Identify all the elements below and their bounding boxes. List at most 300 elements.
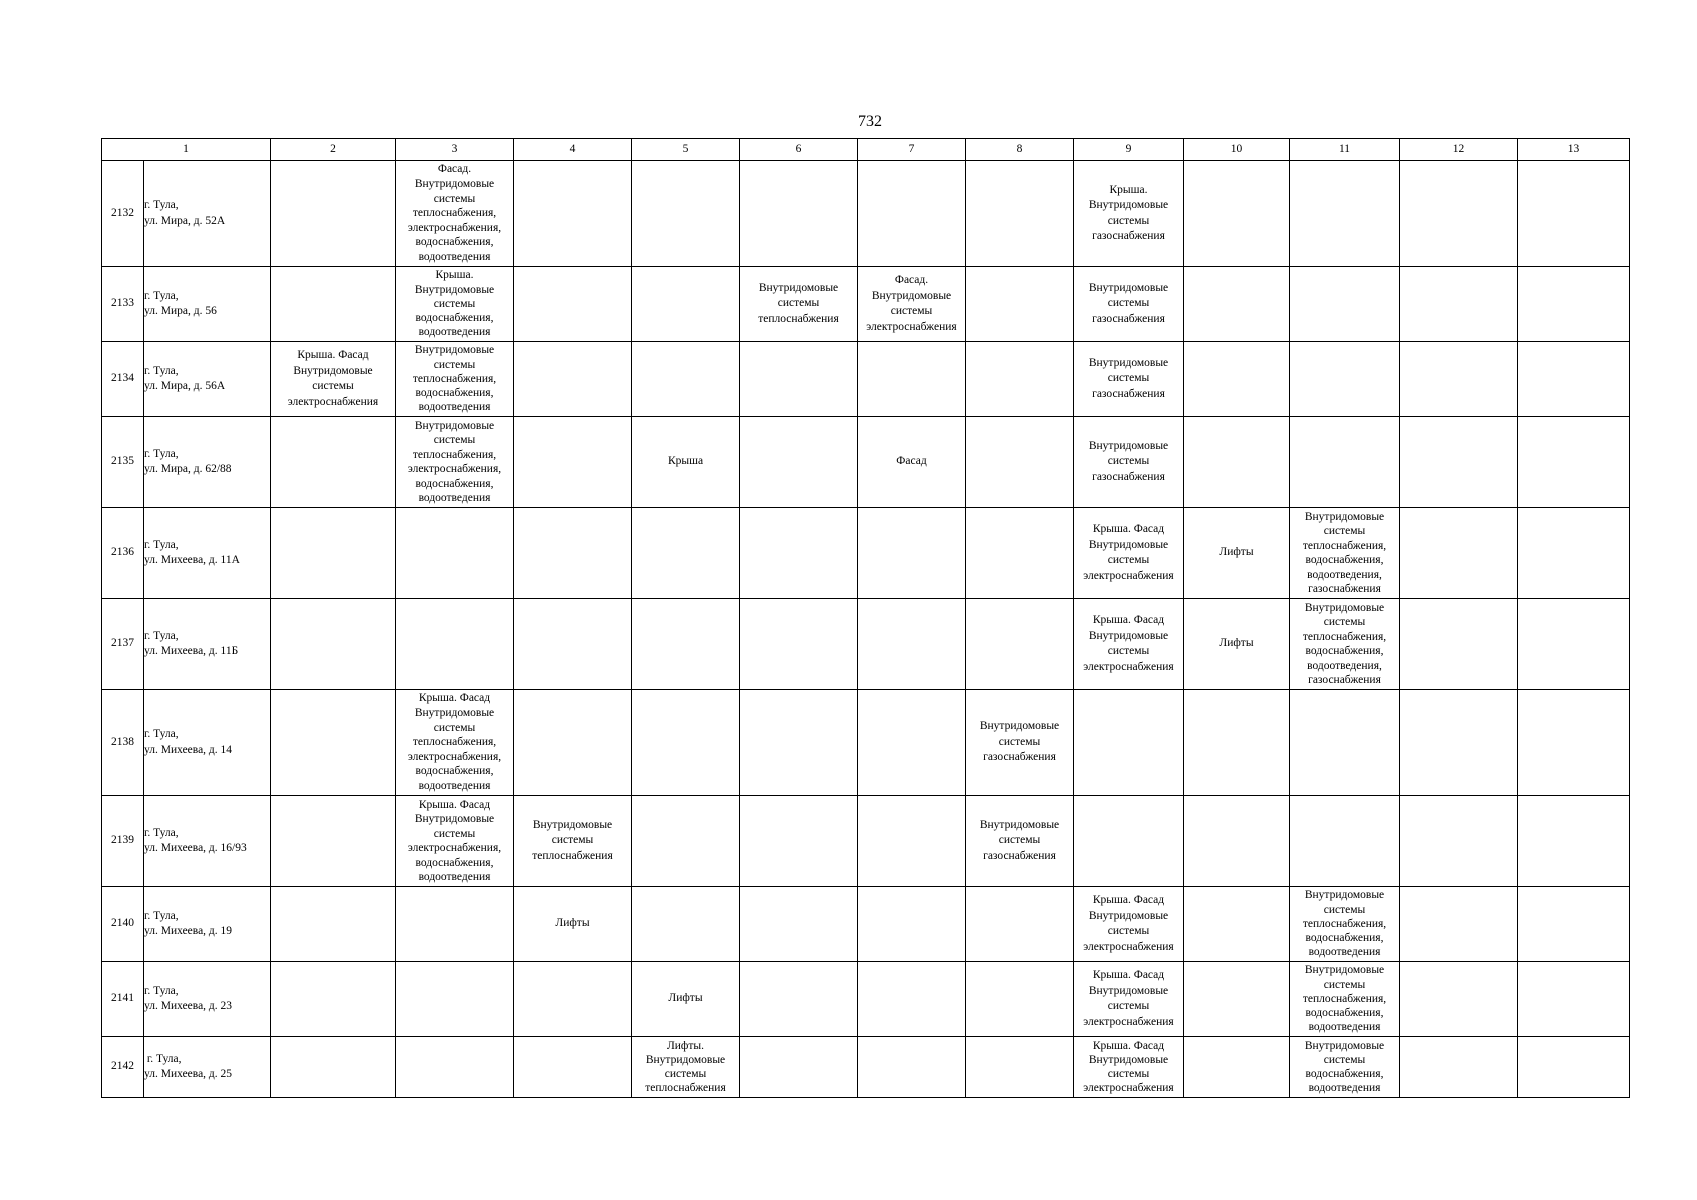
work-line: газоснабжения <box>1092 230 1165 242</box>
address-cell <box>144 417 271 508</box>
work-line: Внутридомовые <box>1304 889 1385 902</box>
work-cell-col-13 <box>1518 599 1630 690</box>
work-cell-col-8 <box>966 342 1074 417</box>
table-row <box>102 508 1630 599</box>
work-cell-col-4 <box>514 508 632 599</box>
work-line: Внутридомовые <box>758 281 839 294</box>
work-cell-col-12 <box>1400 508 1518 599</box>
work-line: Лифты <box>1219 546 1254 559</box>
work-cell-col-13 <box>1518 1037 1630 1098</box>
work-line: системы <box>1323 978 1366 991</box>
work-line: системы <box>777 297 820 310</box>
work-cell-col-10 <box>1184 417 1290 508</box>
work-line: водоотведения, <box>1307 659 1382 672</box>
work-cell-col-4 <box>514 417 632 508</box>
address-line: г. Тула, <box>144 629 179 642</box>
table-row <box>102 796 1630 887</box>
work-cell-col-9 <box>1074 161 1184 267</box>
work-line: системы <box>1323 903 1366 916</box>
address-cell <box>144 796 271 887</box>
column-header: 8 <box>966 139 1074 161</box>
work-cell-col-3 <box>396 342 514 417</box>
work-line: электроснабжения <box>1083 660 1174 673</box>
work-cell-col-5 <box>632 417 740 508</box>
work-cell-col-11 <box>1290 1037 1400 1098</box>
work-line: водоотведения <box>418 871 491 883</box>
work-cell-col-10 <box>1184 796 1290 887</box>
work-line: Внутридомовые <box>414 344 495 357</box>
row-number: 2139 <box>102 796 144 887</box>
work-line: системы <box>433 827 476 840</box>
work-cell-col-10 <box>1184 1037 1290 1098</box>
work-cell-col-6 <box>740 161 858 267</box>
work-cell-col-3 <box>396 690 514 796</box>
work-cell-col-5 <box>632 690 740 796</box>
work-line: системы <box>664 1068 707 1080</box>
work-cell-col-7 <box>858 690 966 796</box>
work-line: газоснабжения <box>1308 674 1381 686</box>
address-line: г. Тула, <box>144 364 179 377</box>
work-cell-col-13 <box>1518 267 1630 342</box>
work-line: электроснабжения <box>1083 940 1174 953</box>
column-header: 7 <box>858 139 966 161</box>
work-line: Крыша. Фасад <box>418 692 491 705</box>
work-line: теплоснабжения, <box>412 448 497 461</box>
work-cell-col-2 <box>271 508 396 599</box>
table-row <box>102 887 1630 962</box>
work-cell-col-9 <box>1074 417 1184 508</box>
work-line: Лифты <box>668 992 703 1005</box>
work-line: Внутридомовые <box>414 178 495 191</box>
work-line: водоснабжения, <box>415 236 494 249</box>
work-line: Внутридомовые <box>1088 538 1169 551</box>
work-line: Внутридомовые <box>1088 281 1169 294</box>
work-cell-col-9 <box>1074 599 1184 690</box>
work-line: системы <box>1107 1000 1150 1012</box>
column-header: 1 <box>102 139 271 161</box>
work-line: Внутридомовые <box>532 818 613 831</box>
work-cell-col-2 <box>271 161 396 267</box>
work-cell-col-5 <box>632 599 740 690</box>
work-line: Внутридомовые <box>1088 909 1169 922</box>
work-cell-col-6 <box>740 962 858 1037</box>
column-header: 9 <box>1074 139 1184 161</box>
work-cell-col-2 <box>271 342 396 417</box>
work-line: Крыша. <box>1109 183 1148 196</box>
work-cell-col-5 <box>632 267 740 342</box>
row-number: 2142 <box>102 1037 144 1098</box>
work-line: теплоснабжения <box>645 1082 726 1095</box>
work-cell-col-9 <box>1074 796 1184 887</box>
work-cell-col-5 <box>632 962 740 1037</box>
work-line: электроснабжения, <box>407 221 502 234</box>
work-cell-col-11 <box>1290 599 1400 690</box>
work-line: Внутридомовые <box>1304 510 1385 523</box>
work-cell-col-5 <box>632 796 740 887</box>
work-cell-col-8 <box>966 161 1074 267</box>
work-cell-col-13 <box>1518 887 1630 962</box>
work-cell-col-3 <box>396 508 514 599</box>
column-header: 6 <box>740 139 858 161</box>
work-line: системы <box>998 735 1041 748</box>
work-line: водоснабжения, <box>415 312 494 325</box>
work-cell-col-4 <box>514 342 632 417</box>
column-header: 3 <box>396 139 514 161</box>
work-cell-col-2 <box>271 796 396 887</box>
work-cell-col-2 <box>271 599 396 690</box>
work-line: газоснабжения <box>1092 312 1165 325</box>
address-line: ул. Мира, д. 56 <box>144 305 217 317</box>
work-line: водоотведения <box>418 326 491 339</box>
work-line: Крыша <box>667 455 704 468</box>
work-line: водоотведения <box>1308 1021 1381 1034</box>
work-line: системы <box>1107 214 1150 227</box>
work-cell-col-7 <box>858 599 966 690</box>
work-cell-col-4 <box>514 599 632 690</box>
work-cell-col-3 <box>396 417 514 508</box>
work-cell-col-10 <box>1184 690 1290 796</box>
column-header: 10 <box>1184 139 1290 161</box>
work-cell-col-11 <box>1290 342 1400 417</box>
work-cell-col-10 <box>1184 887 1290 962</box>
work-cell-col-6 <box>740 690 858 796</box>
work-line: Внутридомовые <box>293 364 373 377</box>
work-cell-col-12 <box>1400 342 1518 417</box>
work-cell-col-7 <box>858 1037 966 1098</box>
table-row <box>102 267 1630 342</box>
work-line: Крыша. Фасад <box>418 798 491 811</box>
work-line: водоотведения, <box>1307 568 1382 581</box>
address-cell <box>144 887 271 962</box>
work-cell-col-6 <box>740 887 858 962</box>
work-cell-col-8 <box>966 887 1074 962</box>
address-line: г. Тула, <box>144 289 179 302</box>
work-line: системы <box>433 434 476 446</box>
work-cell-col-3 <box>396 161 514 267</box>
column-header: 11 <box>1290 139 1400 161</box>
work-line: Лифты <box>555 917 590 930</box>
work-cell-col-6 <box>740 342 858 417</box>
work-cell-col-11 <box>1290 690 1400 796</box>
work-cell-col-10 <box>1184 342 1290 417</box>
work-line: Крыша. Фасад <box>1092 523 1165 535</box>
row-number: 2132 <box>102 161 144 267</box>
work-cell-col-4 <box>514 161 632 267</box>
work-cell-col-8 <box>966 796 1074 887</box>
row-number: 2137 <box>102 599 144 690</box>
work-line: теплоснабжения <box>758 312 839 325</box>
work-cell-col-12 <box>1400 962 1518 1037</box>
address-line: г. Тула, <box>144 447 179 460</box>
work-cell-col-10 <box>1184 962 1290 1037</box>
work-cell-col-4 <box>514 887 632 962</box>
work-line: системы <box>1107 925 1150 937</box>
work-cell-col-7 <box>858 161 966 267</box>
work-cell-col-6 <box>740 796 858 887</box>
work-line: системы <box>551 834 594 847</box>
work-line: газоснабжения <box>1092 470 1165 483</box>
work-line: Внутридомовые <box>1088 356 1169 369</box>
address-line: г. Тула, <box>144 984 179 997</box>
work-line: системы <box>433 721 476 734</box>
work-cell-col-11 <box>1290 887 1400 962</box>
work-line: системы <box>1107 645 1150 657</box>
work-cell-col-4 <box>514 796 632 887</box>
work-cell-col-8 <box>966 962 1074 1037</box>
work-cell-col-2 <box>271 1037 396 1098</box>
work-line: Лифты <box>1219 637 1254 650</box>
work-line: теплоснабжения, <box>1302 630 1387 643</box>
work-line: системы <box>312 380 354 392</box>
work-line: теплоснабжения, <box>1302 539 1387 552</box>
work-cell-col-10 <box>1184 599 1290 690</box>
work-line: Внутридомовые <box>1088 199 1169 211</box>
work-cell-col-12 <box>1400 690 1518 796</box>
work-cell-col-7 <box>858 962 966 1037</box>
address-cell <box>144 161 271 267</box>
address-line: ул. Мира, д. 56А <box>144 380 226 392</box>
work-line: Крыша. Фасад <box>1092 1039 1165 1052</box>
work-cell-col-4 <box>514 1037 632 1098</box>
work-cell-col-6 <box>740 599 858 690</box>
address-line: г. Тула, <box>144 199 179 211</box>
work-cell-col-2 <box>271 267 396 342</box>
work-cell-col-2 <box>271 887 396 962</box>
work-line: электроснабжения <box>1083 1015 1174 1028</box>
work-line: газоснабжения <box>1092 387 1165 400</box>
column-header: 13 <box>1518 139 1630 161</box>
address-line: ул. Михеева, д. 11А <box>144 554 240 566</box>
work-line: водоотведения <box>1308 946 1381 959</box>
work-line: водоснабжения, <box>1305 1068 1384 1080</box>
work-cell-col-9 <box>1074 887 1184 962</box>
work-cell-col-10 <box>1184 161 1290 267</box>
address-cell <box>144 1037 271 1098</box>
work-cell-col-8 <box>966 690 1074 796</box>
work-line: водоснабжения, <box>415 765 494 778</box>
work-cell-col-13 <box>1518 161 1630 267</box>
column-header: 5 <box>632 139 740 161</box>
work-cell-col-5 <box>632 508 740 599</box>
address-cell <box>144 508 271 599</box>
table-row <box>102 599 1630 690</box>
work-line: водоотведения <box>418 250 491 263</box>
work-cell-col-12 <box>1400 1037 1518 1098</box>
work-line: водоснабжения, <box>415 477 494 490</box>
column-header: 12 <box>1400 139 1518 161</box>
address-line: г. Тула, <box>144 728 179 740</box>
work-cell-col-8 <box>966 267 1074 342</box>
address-cell <box>144 267 271 342</box>
work-cell-col-9 <box>1074 342 1184 417</box>
address-line: ул. Михеева, д. 14 <box>144 743 233 756</box>
table-row <box>102 690 1630 796</box>
work-cell-col-8 <box>966 417 1074 508</box>
work-line: теплоснабжения, <box>1302 917 1387 930</box>
work-cell-col-2 <box>271 962 396 1037</box>
work-cell-col-12 <box>1400 599 1518 690</box>
work-line: Внутридомовые <box>414 419 495 432</box>
work-line: водоотведения <box>1308 1082 1381 1095</box>
work-line: системы <box>433 192 476 205</box>
row-number: 2135 <box>102 417 144 508</box>
work-line: газоснабжения <box>1308 583 1381 595</box>
work-line: системы <box>1107 1068 1150 1080</box>
work-line: газоснабжения <box>983 849 1056 862</box>
work-cell-col-8 <box>966 599 1074 690</box>
work-cell-col-3 <box>396 887 514 962</box>
work-line: Фасад. <box>894 274 929 286</box>
work-line: электроснабжения, <box>407 463 502 475</box>
work-cell-col-5 <box>632 1037 740 1098</box>
work-cell-col-12 <box>1400 887 1518 962</box>
address-cell <box>144 962 271 1037</box>
work-cell-col-9 <box>1074 962 1184 1037</box>
work-line: системы <box>1323 1053 1366 1066</box>
work-line: Крыша. Фасад <box>1092 894 1165 906</box>
work-line: системы <box>1107 297 1150 310</box>
address-line: ул. Михеева, д. 11Б <box>144 645 239 657</box>
work-line: Крыша. Фасад <box>1092 614 1165 626</box>
work-line: электроснабжения <box>1083 569 1174 582</box>
address-line: ул. Мира, д. 62/88 <box>144 463 232 475</box>
work-cell-col-3 <box>396 267 514 342</box>
work-line: водоснабжения, <box>415 856 494 869</box>
table-row <box>102 342 1630 417</box>
work-cell-col-13 <box>1518 417 1630 508</box>
work-cell-col-13 <box>1518 796 1630 887</box>
work-cell-col-7 <box>858 508 966 599</box>
table-row <box>102 417 1630 508</box>
address-line: ул. Михеева, д. 19 <box>144 925 233 937</box>
work-cell-col-7 <box>858 267 966 342</box>
work-cell-col-7 <box>858 417 966 508</box>
work-line: электроснабжения <box>866 320 957 333</box>
work-line: теплоснабжения, <box>412 736 497 749</box>
work-line: Внутридомовые <box>979 720 1060 733</box>
work-cell-col-6 <box>740 1037 858 1098</box>
address-cell <box>144 690 271 796</box>
work-cell-col-12 <box>1400 417 1518 508</box>
address-line: ул. Михеева, д. 23 <box>144 1000 233 1012</box>
work-cell-col-13 <box>1518 690 1630 796</box>
work-line: водоснабжения, <box>1305 554 1384 566</box>
row-number: 2136 <box>102 508 144 599</box>
work-cell-col-3 <box>396 1037 514 1098</box>
work-line: водоснабжения, <box>1305 932 1384 945</box>
work-line: системы <box>1107 554 1150 566</box>
address-line: г. Тула, <box>144 826 179 839</box>
address-line: г. Тула, <box>144 909 179 922</box>
work-cell-col-4 <box>514 962 632 1037</box>
work-line: электроснабжения <box>287 395 379 408</box>
work-cell-col-4 <box>514 690 632 796</box>
work-line: системы <box>433 297 476 310</box>
work-line: системы <box>998 834 1041 847</box>
work-line: водоснабжения, <box>1305 1007 1384 1020</box>
work-line: Крыша. Фасад <box>297 349 369 361</box>
address-line: г. Тула, <box>144 538 179 551</box>
work-line: электроснабжения <box>1083 1082 1174 1095</box>
work-line: Внутридомовые <box>1088 629 1169 642</box>
work-line: водоснабжения, <box>415 387 494 400</box>
work-line: теплоснабжения, <box>1302 992 1387 1005</box>
work-cell-col-6 <box>740 508 858 599</box>
work-line: Внутридомовые <box>1304 964 1385 977</box>
address-cell <box>144 599 271 690</box>
work-cell-col-12 <box>1400 267 1518 342</box>
address-line: ул. Михеева, д. 25 <box>144 1068 233 1080</box>
work-cell-col-11 <box>1290 796 1400 887</box>
work-cell-col-8 <box>966 508 1074 599</box>
row-number: 2134 <box>102 342 144 417</box>
table-row <box>102 1037 1630 1098</box>
work-cell-col-5 <box>632 161 740 267</box>
work-line: Внутридомовые <box>414 707 495 720</box>
work-line: газоснабжения <box>983 751 1056 764</box>
work-line: системы <box>433 358 476 371</box>
work-cell-col-5 <box>632 342 740 417</box>
work-line: теплоснабжения, <box>412 207 497 220</box>
work-line: Внутридомовые <box>414 283 495 296</box>
work-line: системы <box>1107 455 1150 468</box>
row-number: 2133 <box>102 267 144 342</box>
work-cell-col-11 <box>1290 417 1400 508</box>
column-header: 2 <box>271 139 396 161</box>
work-cell-col-10 <box>1184 267 1290 342</box>
work-cell-col-2 <box>271 417 396 508</box>
work-cell-col-6 <box>740 267 858 342</box>
work-cell-col-5 <box>632 887 740 962</box>
work-line: системы <box>1323 525 1366 537</box>
work-cell-col-3 <box>396 796 514 887</box>
work-line: водоотведения <box>418 779 491 792</box>
work-cell-col-11 <box>1290 267 1400 342</box>
work-cell-col-12 <box>1400 161 1518 267</box>
work-cell-col-3 <box>396 599 514 690</box>
column-header: 4 <box>514 139 632 161</box>
address-cell <box>144 342 271 417</box>
work-cell-col-7 <box>858 796 966 887</box>
work-cell-col-11 <box>1290 962 1400 1037</box>
work-cell-col-6 <box>740 417 858 508</box>
work-line: Лифты. <box>666 1039 705 1052</box>
work-cell-col-10 <box>1184 508 1290 599</box>
work-line: водоотведения <box>418 401 491 414</box>
work-line: системы <box>890 305 933 317</box>
row-number: 2140 <box>102 887 144 962</box>
address-line: ул. Михеева, д. 16/93 <box>144 842 247 854</box>
work-line: Внутридомовые <box>1304 601 1385 614</box>
row-number: 2138 <box>102 690 144 796</box>
table-row <box>102 161 1630 267</box>
work-line: водоотведения <box>418 492 491 504</box>
work-cell-col-9 <box>1074 690 1184 796</box>
repair-schedule-table <box>101 138 1630 1098</box>
header-row <box>102 139 1630 161</box>
work-cell-col-13 <box>1518 962 1630 1037</box>
page-number: 732 <box>858 113 882 130</box>
work-line: системы <box>1107 372 1150 385</box>
address-line: ул. Мира, д. 52А <box>144 214 226 227</box>
work-line: системы <box>1323 616 1366 628</box>
work-line: электроснабжения, <box>407 842 502 854</box>
work-cell-col-2 <box>271 690 396 796</box>
work-line: Фасад <box>896 455 927 468</box>
work-line: Крыша. <box>435 269 474 282</box>
work-line: теплоснабжения, <box>412 372 497 385</box>
work-line: Внутридомовые <box>1088 984 1169 997</box>
